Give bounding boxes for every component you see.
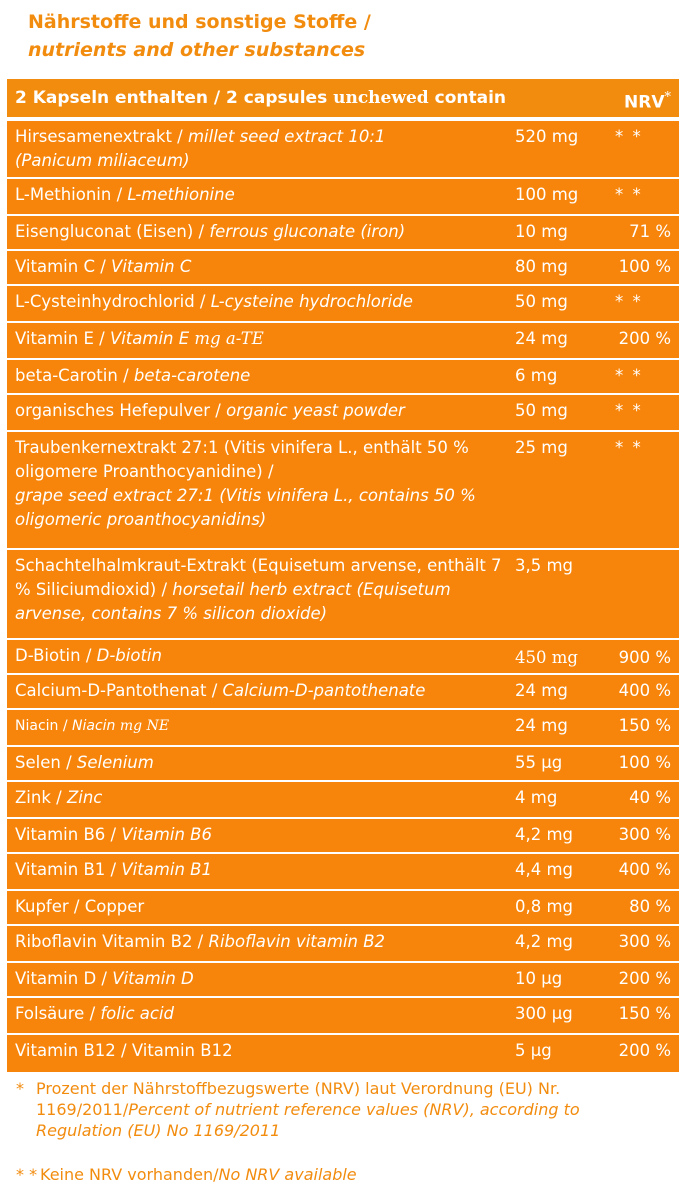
ingredient-name	[15, 679, 515, 703]
ingredient-amount: 300 µg	[515, 1004, 573, 1023]
ingredient-amount: 4,2 mg	[515, 825, 574, 844]
ingredient-unit-note: mg NE	[119, 718, 170, 734]
ingredient-name-en: L-cysteine hydrochloride	[210, 292, 413, 311]
table-row	[7, 780, 679, 817]
ingredient-name-en: horsetail herb extract (Equisetum arvense, contains 7 % silicon dioxide)	[15, 580, 451, 623]
ingredient-nrv: 150 %	[618, 1004, 671, 1023]
ingredient-amount: 5 µg	[515, 1041, 552, 1060]
table-row	[7, 852, 679, 889]
ingredient-nrv: * *	[615, 127, 643, 146]
ingredient-nrv: 400 %	[618, 860, 671, 879]
ingredient-name-en: beta-carotene	[133, 366, 251, 385]
ingredient-name	[15, 895, 515, 919]
footnote-no-nrv	[16, 1164, 666, 1185]
ingredient-name-de: Schachtelhalmkraut-Extrakt (Equisetum arvense, enthält 7 % Siliciumdioxid) /	[15, 556, 502, 599]
ingredient-nrv: 80 %	[629, 897, 671, 916]
ingredient-name-de: Vitamin B12 / Vitamin B12	[15, 1041, 233, 1060]
ingredient-name	[15, 858, 515, 882]
ingredient-name	[15, 1002, 515, 1026]
ingredient-nrv: 150 %	[618, 716, 671, 735]
ingredient-nrv: 71 %	[629, 222, 671, 241]
footnote-text-en: No NRV available	[218, 1165, 357, 1184]
ingredient-nrv: 200 %	[618, 1041, 671, 1060]
table-row	[7, 961, 679, 996]
ingredient-name-en: ferrous gluconate (iron)	[209, 222, 406, 241]
ingredient-nrv: * *	[615, 401, 643, 420]
ingredient-name-en: Vitamin E	[109, 329, 195, 348]
table-row	[7, 924, 679, 961]
ingredient-name-en: L-methionine	[127, 185, 235, 204]
ingredient-name	[15, 786, 515, 810]
ingredient-nrv: 200 %	[618, 329, 671, 348]
ingredient-name-en: Vitamin B1	[121, 860, 212, 879]
header-nrv-label: NRV	[624, 92, 665, 113]
ingredient-name	[15, 399, 515, 423]
ingredient-name	[15, 930, 515, 954]
ingredient-name	[15, 183, 515, 207]
ingredient-name	[15, 125, 515, 173]
footnote-nrv-percent	[16, 1078, 666, 1141]
ingredient-amount: 3,5 mg	[515, 556, 574, 575]
ingredient-amount: 80 mg	[515, 257, 568, 276]
ingredient-name-de: organisches Hefepulver /	[15, 401, 227, 420]
header-nrv-mark: *	[664, 90, 671, 105]
ingredient-nrv: * *	[615, 366, 643, 385]
title-english: nutrients and other substances	[28, 39, 366, 61]
ingredient-name-en: grape seed extract 27:1 (Vitis vinifera L., contains 50 % oligomeric proanthocyanidins)	[15, 486, 476, 529]
header-label-part3: contain	[434, 88, 507, 108]
table-row	[7, 214, 679, 249]
ingredient-botanical: (Panicum miliaceum)	[15, 151, 190, 170]
ingredient-amount: 25 mg	[515, 438, 568, 457]
ingredient-name-en: organic yeast powder	[226, 401, 405, 420]
header-nrv	[624, 86, 671, 115]
ingredient-name-de: Hirsesamenextrakt /	[15, 127, 188, 146]
ingredient-name-en: Selenium	[76, 753, 154, 772]
table-row	[7, 284, 679, 321]
ingredient-name	[15, 644, 515, 668]
ingredient-name-de: Riboflavin Vitamin B2 /	[15, 932, 209, 951]
ingredient-amount: 10 mg	[515, 222, 568, 241]
ingredient-nrv: * *	[615, 438, 643, 457]
ingredient-nrv: * *	[615, 292, 643, 311]
table-row	[7, 708, 679, 745]
ingredient-name-de: D-Biotin /	[15, 646, 97, 665]
ingredient-nrv: 400 %	[618, 681, 671, 700]
ingredient-name	[15, 364, 515, 388]
ingredient-amount: 4,2 mg	[515, 932, 574, 951]
section-title	[28, 8, 668, 64]
table-row	[7, 249, 679, 284]
ingredient-nrv: 900 %	[618, 648, 671, 667]
ingredient-nrv: 40 %	[629, 788, 671, 807]
header-label-part1: 2 Kapseln enthalten / 2 capsules	[15, 88, 328, 108]
ingredient-unit-note: mg a-TE	[194, 329, 264, 348]
ingredient-name	[15, 220, 515, 244]
ingredient-name-de: Vitamin B1 /	[15, 860, 122, 879]
ingredient-name	[15, 823, 515, 847]
ingredient-nrv: 300 %	[618, 825, 671, 844]
ingredient-amount: 55 µg	[515, 753, 563, 772]
ingredient-name-en: Vitamin D	[112, 969, 194, 988]
ingredient-name-de: Kupfer / Copper	[15, 897, 145, 916]
table-row	[7, 393, 679, 430]
ingredient-nrv: 200 %	[618, 969, 671, 988]
header-label	[15, 86, 615, 110]
ingredient-name-en: D-biotin	[96, 646, 162, 665]
table-row	[7, 430, 679, 548]
ingredient-name-en: folic acid	[100, 1004, 175, 1023]
ingredient-name-en: Calcium-D-pantothenate	[222, 681, 426, 700]
table-row	[7, 548, 679, 638]
ingredient-amount: 50 mg	[515, 292, 568, 311]
header-label-part2: unchewed	[333, 88, 429, 108]
ingredient-name-de: Eisengluconat (Eisen) /	[15, 222, 210, 241]
table-row	[7, 745, 679, 780]
ingredient-amount: 4 mg	[515, 788, 558, 807]
ingredient-nrv: 100 %	[618, 753, 671, 772]
ingredient-name-de: Selen /	[15, 753, 77, 772]
ingredient-amount: 100 mg	[515, 185, 579, 204]
ingredient-name-en: Vitamin B6	[121, 825, 212, 844]
nutrients-table	[6, 78, 680, 1071]
ingredient-amount: 24 mg	[515, 681, 568, 700]
table-row	[7, 321, 679, 358]
ingredient-name	[15, 255, 515, 279]
table-row	[7, 638, 679, 673]
ingredient-name-en: Zinc	[66, 788, 103, 807]
ingredient-name-de: Vitamin D /	[15, 969, 113, 988]
ingredient-name	[15, 751, 515, 775]
ingredient-amount: 520 mg	[515, 127, 579, 146]
ingredient-name-en: millet seed extract 10:1	[187, 127, 386, 146]
title-german: Nährstoffe und sonstige Stoffe /	[28, 11, 371, 33]
ingredient-name-de: beta-Carotin /	[15, 366, 134, 385]
ingredient-name-en: Niacin	[72, 718, 120, 734]
footnote-text-de: Prozent der Nährstoffbezugswerte (NRV) laut Verordnung (EU) Nr. 1169/2011/	[36, 1079, 561, 1119]
ingredient-name-en: Riboflavin vitamin B2	[208, 932, 386, 951]
table-row	[7, 673, 679, 708]
table-row	[7, 358, 679, 393]
ingredient-name	[15, 554, 515, 626]
ingredient-name-de: L-Methionin /	[15, 185, 128, 204]
table-row	[7, 817, 679, 852]
ingredient-amount: 6 mg	[515, 366, 558, 385]
table-row	[7, 996, 679, 1033]
ingredient-nrv: 100 %	[618, 257, 671, 276]
ingredient-name	[15, 967, 515, 991]
ingredient-amount: 450 mg	[515, 648, 578, 667]
footnote-marker: * *	[16, 1165, 38, 1184]
ingredient-name-de: L-Cysteinhydrochlorid /	[15, 292, 211, 311]
ingredient-name-en: Vitamin C	[111, 257, 192, 276]
ingredient-amount: 10 µg	[515, 969, 563, 988]
table-header	[7, 79, 679, 119]
ingredient-name	[15, 436, 515, 532]
ingredient-name	[15, 714, 515, 738]
ingredient-name-de: Zink /	[15, 788, 67, 807]
table-row	[7, 119, 679, 177]
footnote-text-de: Keine NRV vorhanden/	[40, 1165, 219, 1184]
ingredient-amount: 24 mg	[515, 329, 568, 348]
ingredient-amount: 24 mg	[515, 716, 568, 735]
ingredient-name-de: Calcium-D-Pantothenat /	[15, 681, 223, 700]
ingredient-name-de: Folsäure /	[15, 1004, 101, 1023]
footnote-marker: *	[16, 1079, 24, 1098]
ingredient-nrv: * *	[615, 185, 643, 204]
ingredient-name-de: Traubenkernextrakt 27:1 (Vitis vinifera L., enthält 50 % oligomere Proanthocyanidine) /	[15, 438, 469, 481]
ingredient-name	[15, 327, 515, 351]
table-row	[7, 1033, 679, 1072]
ingredient-amount: 50 mg	[515, 401, 568, 420]
ingredient-name-de: Vitamin B6 /	[15, 825, 122, 844]
ingredient-name	[15, 1039, 515, 1063]
ingredient-amount: 4,4 mg	[515, 860, 574, 879]
table-row	[7, 889, 679, 924]
ingredient-amount: 0,8 mg	[515, 897, 574, 916]
ingredient-nrv: 300 %	[618, 932, 671, 951]
ingredient-name-de: Vitamin E /	[15, 329, 110, 348]
table-row	[7, 177, 679, 214]
ingredient-name	[15, 290, 515, 314]
ingredient-name-de: Vitamin C /	[15, 257, 112, 276]
ingredient-name-de: Niacin /	[15, 718, 73, 734]
footnote-text-en: Percent of nutrient reference values (NRV), according to Regulation (EU) No 1169/2011	[36, 1100, 580, 1140]
